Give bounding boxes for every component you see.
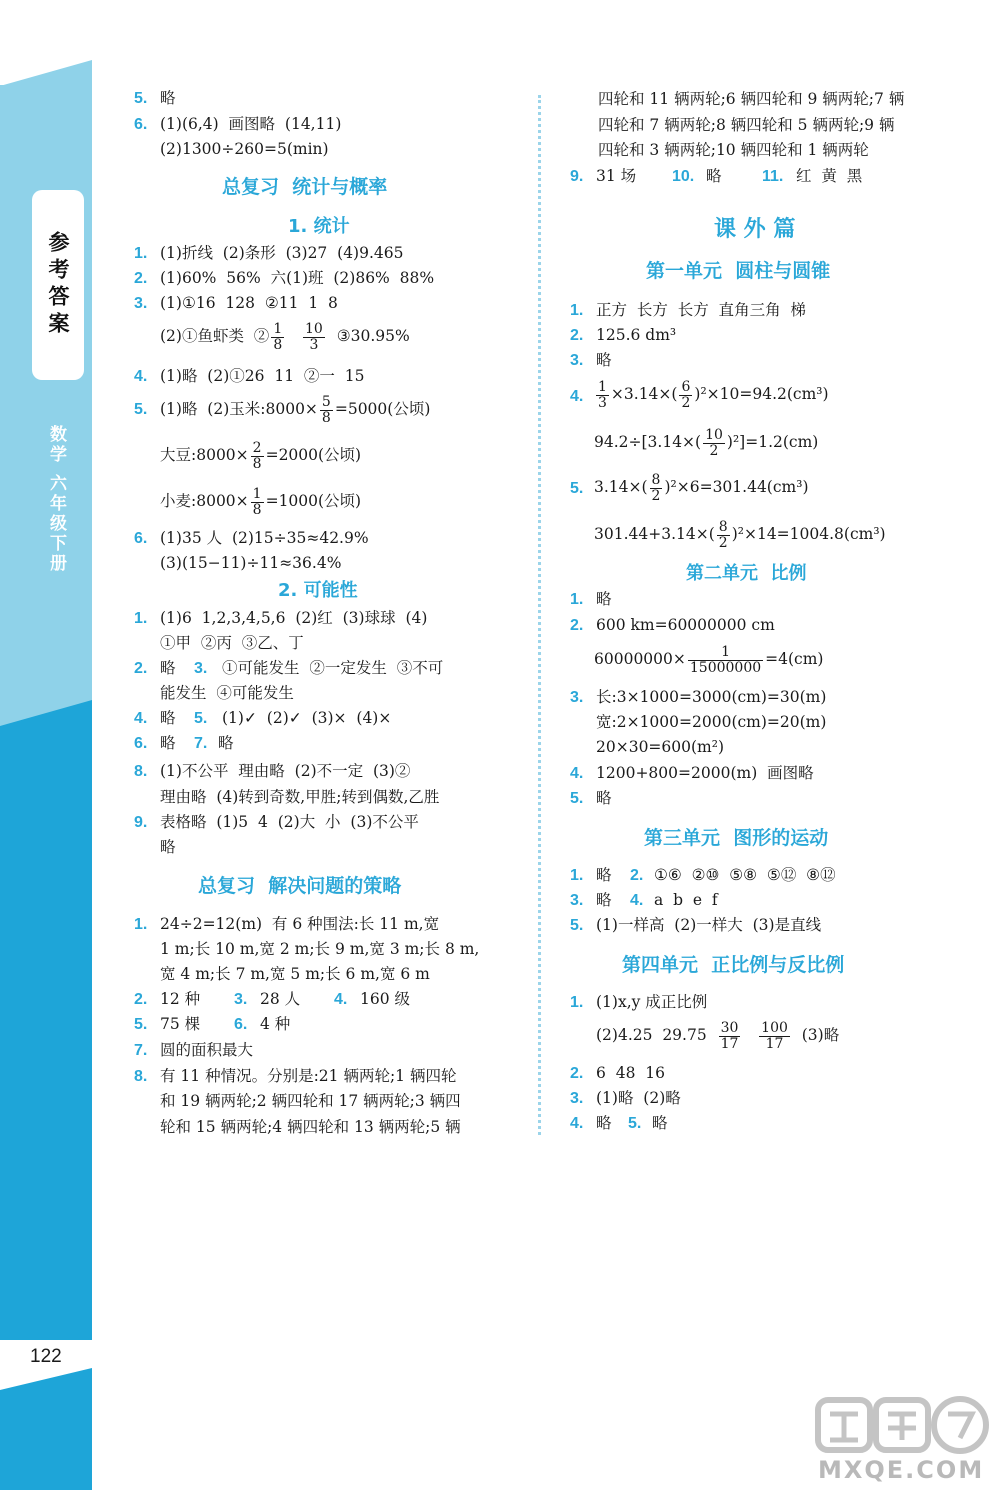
answer-text: 3.14×( $\frac{8}{2}$ )²×6=301.44(cm³) xyxy=(594,472,809,504)
answer-text: 四轮和 3 辆两轮;10 辆四轮和 1 辆两轮 xyxy=(598,141,869,159)
answer-text: 略 xyxy=(160,659,176,677)
answer-text: (3)(15−11)÷11≈36.4% xyxy=(160,554,342,572)
q-num: 7. xyxy=(134,1042,148,1059)
sidebar-band-dark xyxy=(0,700,92,1340)
q-num: 6. xyxy=(234,1016,248,1033)
answer-text: (1)35 人 (2)15÷35≈42.9% xyxy=(160,529,369,547)
q-num: 6. xyxy=(134,735,148,752)
sidebar-band-transition xyxy=(0,700,92,726)
answer-text: 94.2÷[3.14×( $\frac{10}{2}$ )²]=1.2(cm) xyxy=(594,427,819,459)
q-num: 3. xyxy=(194,660,208,677)
answer-text: 4 种 xyxy=(260,1015,291,1033)
answer-text: 略 xyxy=(596,891,612,909)
q-num: 1. xyxy=(570,994,584,1011)
unit-title: 第一单元 圆柱与圆锥 xyxy=(646,260,831,282)
q-num: 7. xyxy=(194,735,208,752)
section-title: 总复习 统计与概率 xyxy=(222,176,388,198)
answer-text: 能发生 ④可能发生 xyxy=(160,684,294,702)
q-num: 9. xyxy=(570,168,584,185)
q-num: 4. xyxy=(334,991,348,1008)
q-num: 4. xyxy=(134,710,148,727)
answer-text: 20×30=600(m²) xyxy=(596,738,725,756)
answer-text: 略 xyxy=(160,734,176,752)
q-num: 9. xyxy=(134,814,148,831)
section-title: 课 外 篇 xyxy=(714,217,796,242)
answer-text: 6 48 16 xyxy=(596,1064,666,1082)
answer-text: 宽 4 m;长 7 m,宽 5 m;长 6 m,宽 6 m xyxy=(160,965,430,983)
column-divider xyxy=(538,95,541,1135)
answer-text: (2)1300÷260=5(min) xyxy=(160,140,329,158)
q-num: 1. xyxy=(570,591,584,608)
q-num: 4. xyxy=(630,892,644,909)
answer-text: 轮和 15 辆两轮;4 辆四轮和 13 辆两轮;5 辆 xyxy=(160,1118,461,1136)
q-num: 2. xyxy=(570,617,584,634)
q-num: 5. xyxy=(570,917,584,934)
answer-text: 略 xyxy=(218,734,234,752)
answer-text: 75 棵 xyxy=(160,1015,201,1033)
fraction: $\frac{1}{15000000}$ xyxy=(689,644,762,676)
sidebar-band-bottom-cut xyxy=(0,1368,92,1390)
answer-text: 略 xyxy=(596,1114,612,1132)
fraction: $\frac{8}{2}$ xyxy=(718,519,728,551)
q-num: 4. xyxy=(570,1115,584,1132)
answer-text: ①可能发生 ②一定发生 ③不可 xyxy=(222,659,444,677)
answer-text: (1)折线 (2)条形 (3)27 (4)9.465 xyxy=(160,244,404,262)
answer-text: 略 xyxy=(596,866,612,884)
q-num: 10. xyxy=(672,168,695,185)
answer-text: 1 m;长 10 m,宽 2 m;长 9 m,宽 3 m;长 8 m, xyxy=(160,940,480,958)
answer-text: (1)(6,4) 画图略 (14,11) xyxy=(160,115,342,133)
q-num: 1. xyxy=(134,245,148,262)
answer-text: (1)不公平 理由略 (2)不一定 (3)② xyxy=(160,762,411,780)
answer-text: 28 人 xyxy=(260,990,301,1008)
answer-text: ①⑥ ②⑩ ⑤⑧ ⑤⑫ ⑧⑫ xyxy=(654,866,836,884)
answer-text: (1)x,y 成正比例 xyxy=(596,993,708,1011)
answer-text: 24÷2=12(m) 有 6 种围法:长 11 m,宽 xyxy=(160,915,440,933)
q-num: 3. xyxy=(570,892,584,909)
q-num: 2. xyxy=(134,660,148,677)
q-num: 5. xyxy=(570,480,584,497)
answer-tab xyxy=(32,190,84,380)
q-num: 11. xyxy=(762,168,784,185)
fraction: $\frac{1}{3}$ xyxy=(598,379,607,411)
fraction: $\frac{1}{8}$ xyxy=(273,321,283,353)
answer-text: 略 xyxy=(596,590,612,608)
q-num: 5. xyxy=(570,790,584,807)
answer-text: 和 19 辆两轮;2 辆四轮和 17 辆两轮;3 辆四 xyxy=(160,1092,461,1110)
q-num: 3. xyxy=(570,689,584,706)
answer-text: 1200+800=2000(m) 画图略 xyxy=(596,764,814,782)
q-num: 4. xyxy=(570,765,584,782)
unit-title: 第四单元 正比例与反比例 xyxy=(622,954,845,976)
answer-text: 长:3×1000=3000(cm)=30(m) xyxy=(596,688,827,706)
fraction: $\frac{8}{2}$ xyxy=(651,472,661,504)
q-num: 3. xyxy=(134,295,148,312)
fraction: $\frac{100}{17}$ xyxy=(761,1020,788,1052)
answer-text: 表格略 (1)5 4 (2)大 小 (3)不公平 xyxy=(160,813,419,831)
answer-text: 小麦:8000× $\frac{1}{8}$ =1000(公顷) xyxy=(160,486,362,518)
q-num: 6. xyxy=(134,530,148,547)
subsection-title: 1. 统计 xyxy=(288,216,350,237)
book-label: 数学 六年级下册 xyxy=(46,425,66,574)
q-num: 3. xyxy=(570,352,584,369)
q-num: 5. xyxy=(194,710,208,727)
answer-text: (2)4.25 29.75 $\frac{30}{17}$ $\frac{100}{17}$ (3)略 xyxy=(596,1020,840,1052)
fraction: $\frac{6}{2}$ xyxy=(681,379,691,411)
fraction: $\frac{5}{8}$ xyxy=(321,394,331,426)
answer-text: (1)6 1,2,3,4,5,6 (2)红 (3)球球 (4) xyxy=(160,609,428,627)
unit-title: 第三单元 图形的运动 xyxy=(644,827,829,849)
q-num: 8. xyxy=(134,763,148,780)
q-num: 5. xyxy=(628,1115,642,1132)
q-num: 2. xyxy=(630,867,644,884)
q-num: 2. xyxy=(134,991,148,1008)
answer-text: 正方 长方 长方 直角三角 梯 xyxy=(596,301,806,319)
answer-text: 有 11 种情况。分别是:21 辆两轮;1 辆四轮 xyxy=(160,1067,457,1085)
q-num: 3. xyxy=(234,991,248,1008)
answer-text: 略 xyxy=(596,351,612,369)
answer-text: (2)①鱼虾类 ② $\frac{1}{8}$ $\frac{10}{3}$ ③30.95% xyxy=(160,321,410,353)
q-num: 1. xyxy=(134,610,148,627)
q-num: 4. xyxy=(134,368,148,385)
q-num: 2. xyxy=(570,1065,584,1082)
fraction: $\frac{2}{8}$ xyxy=(252,440,262,472)
answer-text: 大豆:8000× $\frac{2}{8}$ =2000(公顷) xyxy=(160,440,362,472)
q-num: 2. xyxy=(570,327,584,344)
q-num: 1. xyxy=(570,867,584,884)
q-num: 5. xyxy=(134,1016,148,1033)
sidebar-band-light xyxy=(0,85,92,725)
fraction: $\frac{10}{2}$ xyxy=(705,427,723,459)
answer-text: 四轮和 11 辆两轮;6 辆四轮和 9 辆两轮;7 辆 xyxy=(598,90,905,108)
sidebar-band-top-cut xyxy=(0,60,92,86)
answer-text: (1)略 (2)略 xyxy=(596,1089,681,1107)
answer-text: 12 种 xyxy=(160,990,201,1008)
answer-text: 31 场 xyxy=(596,167,637,185)
answer-text: 60000000× $\frac{1}{15000000}$ =4(cm) xyxy=(594,644,824,676)
answer-text: (1)略 (2)①26 11 ②一 15 xyxy=(160,367,365,385)
q-num: 6. xyxy=(134,116,148,133)
answer-text: 略 xyxy=(706,167,722,185)
answer-text: 红 黄 黑 xyxy=(796,167,863,185)
q-num: 1. xyxy=(134,916,148,933)
answer-text: 略 xyxy=(596,789,612,807)
answer-text: 略 xyxy=(160,89,176,107)
q-num: 5. xyxy=(134,401,148,418)
answer-text: (1)①16 128 ②11 1 8 xyxy=(160,294,338,312)
q-num: 4. xyxy=(570,388,584,405)
answer-text: 四轮和 7 辆两轮;8 辆四轮和 5 辆两轮;9 辆 xyxy=(598,116,895,134)
answer-text: 160 级 xyxy=(360,990,411,1008)
fraction: $\frac{30}{17}$ xyxy=(720,1020,739,1052)
page-number: 122 xyxy=(30,1346,62,1367)
answer-text: 略 xyxy=(652,1114,668,1132)
answer-text: 圆的面积最大 xyxy=(160,1041,254,1059)
answer-text: (1)✓ (2)✓ (3)× (4)× xyxy=(222,709,392,727)
answer-text: (1)60% 56% 六(1)班 (2)86% 88% xyxy=(160,269,435,287)
q-num: 3. xyxy=(570,1090,584,1107)
answer-text: 301.44+3.14×( $\frac{8}{2}$ )²×14=1004.8(cm³) xyxy=(594,519,886,551)
q-num: 5. xyxy=(134,90,148,107)
fraction: $\frac{10}{3}$ xyxy=(305,321,323,353)
sidebar xyxy=(0,0,92,1490)
answer-text: 略 xyxy=(160,838,176,856)
answer-text: 600 km=60000000 cm xyxy=(596,616,775,634)
watermark-text: MXQE.COM xyxy=(818,1456,985,1484)
answer-text: a b e f xyxy=(654,891,718,909)
answer-text: ①甲 ②丙 ③乙、丁 xyxy=(160,634,304,652)
answer-text: (1)略 (2)玉米:8000× $\frac{5}{8}$ =5000(公顷) xyxy=(160,394,431,426)
answer-text: $\frac{1}{3}$ ×3.14×( $\frac{6}{2}$ )²×10=94.2(cm³) xyxy=(598,379,829,411)
sidebar-band-bottom xyxy=(0,1390,92,1490)
answer-text: 125.6 dm³ xyxy=(596,326,677,344)
section-title: 总复习 解决问题的策略 xyxy=(198,875,402,897)
q-num: 8. xyxy=(134,1068,148,1085)
unit-title: 第二单元 比例 xyxy=(686,563,807,584)
q-num: 1. xyxy=(570,302,584,319)
answer-text: (1)一样高 (2)一样大 (3)是直线 xyxy=(596,916,822,934)
answer-text: 略 xyxy=(160,709,176,727)
answer-tab-label: 参考答案 xyxy=(46,231,70,339)
q-num: 2. xyxy=(134,270,148,287)
fraction: $\frac{1}{8}$ xyxy=(252,486,262,518)
answer-text: 理由略 (4)转到奇数,甲胜;转到偶数,乙胜 xyxy=(160,788,440,806)
answer-text: 宽:2×1000=2000(cm)=20(m) xyxy=(596,713,827,731)
subsection-title: 2. 可能性 xyxy=(278,580,358,601)
